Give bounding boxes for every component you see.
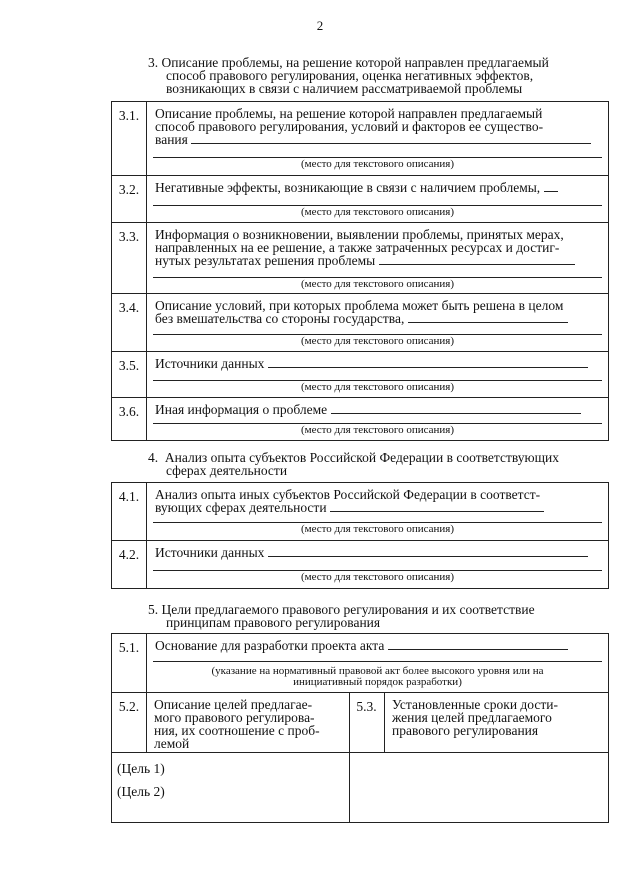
row-number: 5.2. bbox=[112, 693, 147, 752]
text-field[interactable] bbox=[330, 501, 544, 512]
table-row bbox=[112, 175, 608, 222]
row-number: 3.5. bbox=[112, 352, 147, 397]
row-text bbox=[155, 546, 602, 559]
text-line: Установленные сроки дости- bbox=[392, 697, 558, 712]
caption-line: инициативный порядок разработки) bbox=[293, 676, 462, 688]
text-field[interactable] bbox=[268, 357, 588, 368]
text-field[interactable] bbox=[153, 661, 602, 662]
goals-description-cell bbox=[154, 698, 349, 750]
row-number: 5.1. bbox=[112, 634, 147, 692]
row-text bbox=[155, 488, 602, 514]
section-4-heading bbox=[148, 451, 559, 477]
row-number: 4.2. bbox=[112, 541, 147, 588]
heading-line: 5. Цели предлагаемого правового регулирования и их соответствие bbox=[148, 602, 535, 617]
text-line: Негативные эффекты, возникающие в связи с наличием проблемы, bbox=[155, 180, 541, 195]
heading-line: сферах деятельности bbox=[166, 463, 288, 478]
row-number: 3.1. bbox=[112, 102, 147, 175]
text-field[interactable] bbox=[544, 181, 558, 192]
text-line: Основание для разработки проекта акта bbox=[155, 638, 385, 653]
table-row bbox=[112, 351, 608, 397]
field-caption: (место для текстового описания) bbox=[300, 206, 455, 218]
text-line: правового регулирования bbox=[392, 723, 539, 738]
field-caption: (место для текстового описания) bbox=[300, 158, 455, 170]
text-line: жения целей предлагаемого bbox=[392, 710, 552, 725]
table-row bbox=[112, 540, 608, 588]
text-line: мого правового регулирова- bbox=[154, 710, 315, 725]
heading-line: возникающих в связи с наличием рассматриваемой проблемы bbox=[166, 81, 523, 96]
field-caption bbox=[147, 666, 608, 688]
row-text bbox=[155, 639, 602, 652]
row-number: 3.2. bbox=[112, 176, 147, 222]
goal-item[interactable]: (Цель 2) bbox=[117, 784, 165, 799]
heading-line: принципам правового регулирования bbox=[166, 615, 381, 630]
section-5-table bbox=[111, 633, 609, 823]
row-text bbox=[155, 403, 602, 416]
row-number: 4.1. bbox=[112, 483, 147, 540]
text-field[interactable] bbox=[388, 639, 568, 650]
column-divider bbox=[349, 753, 350, 822]
section-5-heading bbox=[148, 603, 535, 629]
page-number: 2 bbox=[316, 18, 324, 33]
row-number: 5.3. bbox=[356, 699, 377, 714]
text-line: нутых результатах решения проблемы bbox=[155, 253, 376, 268]
table-row bbox=[112, 483, 608, 540]
table-row bbox=[112, 634, 608, 692]
row-text bbox=[155, 228, 602, 267]
text-line: Описание условий, при которых проблема может быть решена в целом bbox=[155, 298, 564, 313]
row-text bbox=[155, 107, 602, 146]
field-caption: (место для текстового описания) bbox=[300, 278, 455, 290]
field-caption: (место для текстового описания) bbox=[300, 335, 455, 347]
field-caption: (место для текстового описания) bbox=[300, 424, 455, 436]
text-line: Информация о возникновении, выявлении проблемы, принятых мерах, bbox=[155, 227, 564, 242]
table-row bbox=[112, 692, 608, 752]
row-text bbox=[155, 181, 602, 194]
text-field[interactable] bbox=[408, 312, 568, 323]
table-row bbox=[112, 222, 608, 293]
text-field[interactable] bbox=[379, 254, 575, 265]
table-row bbox=[112, 397, 608, 440]
text-line: ния, их соотношение с проб- bbox=[154, 723, 320, 738]
caption-line: (указание на нормативный правовой акт более высокого уровня или на bbox=[211, 665, 544, 677]
section-3-heading bbox=[148, 56, 549, 95]
text-line: Описание проблемы, на решение которой направлен предлагаемый bbox=[155, 106, 543, 121]
field-caption: (место для текстового описания) bbox=[300, 523, 455, 535]
text-line: Иная информация о проблеме bbox=[155, 402, 328, 417]
text-field[interactable] bbox=[191, 133, 591, 144]
row-number: 3.4. bbox=[112, 294, 147, 351]
heading-line: 3. Описание проблемы, на решение которой направлен предлагаемый bbox=[148, 55, 549, 70]
goals-deadline-cell bbox=[392, 698, 604, 737]
text-line: Источники данных bbox=[155, 545, 265, 560]
text-field[interactable] bbox=[268, 546, 588, 557]
field-caption: (место для текстового описания) bbox=[300, 381, 455, 393]
text-line: без вмешательства со стороны государства, bbox=[155, 311, 405, 326]
heading-line: способ правового регулирования, оценка негативных эффектов, bbox=[166, 68, 534, 83]
section-3-table bbox=[111, 101, 609, 441]
column-divider bbox=[384, 693, 385, 752]
text-line: Анализ опыта иных субъектов Российской Федерации в соответст- bbox=[155, 487, 541, 502]
text-line: способ правового регулирования, условий и факторов ее существо- bbox=[155, 119, 544, 134]
text-line: Описание целей предлагае- bbox=[154, 697, 313, 712]
text-line-with-field: вания bbox=[155, 133, 602, 146]
section-4-table bbox=[111, 482, 609, 589]
text-line: направленных на ее решение, а также затраченных ресурсах и достиг- bbox=[155, 240, 560, 255]
row-number: 3.3. bbox=[112, 223, 147, 293]
field-caption: (место для текстового описания) bbox=[300, 571, 455, 583]
text-field[interactable] bbox=[331, 403, 581, 414]
heading-line: 4. Анализ опыта субъектов Российской Федерации в соответствующих bbox=[148, 450, 559, 465]
row-text bbox=[155, 299, 602, 325]
table-row bbox=[112, 102, 608, 175]
table-row bbox=[112, 752, 608, 822]
text-line: вующих сферах деятельности bbox=[155, 500, 327, 515]
goal-item[interactable]: (Цель 1) bbox=[117, 761, 165, 776]
row-text bbox=[155, 357, 602, 370]
text-line: Источники данных bbox=[155, 356, 265, 371]
table-row bbox=[112, 293, 608, 351]
row-number: 3.6. bbox=[112, 398, 147, 440]
text-line: лемой bbox=[154, 736, 190, 751]
